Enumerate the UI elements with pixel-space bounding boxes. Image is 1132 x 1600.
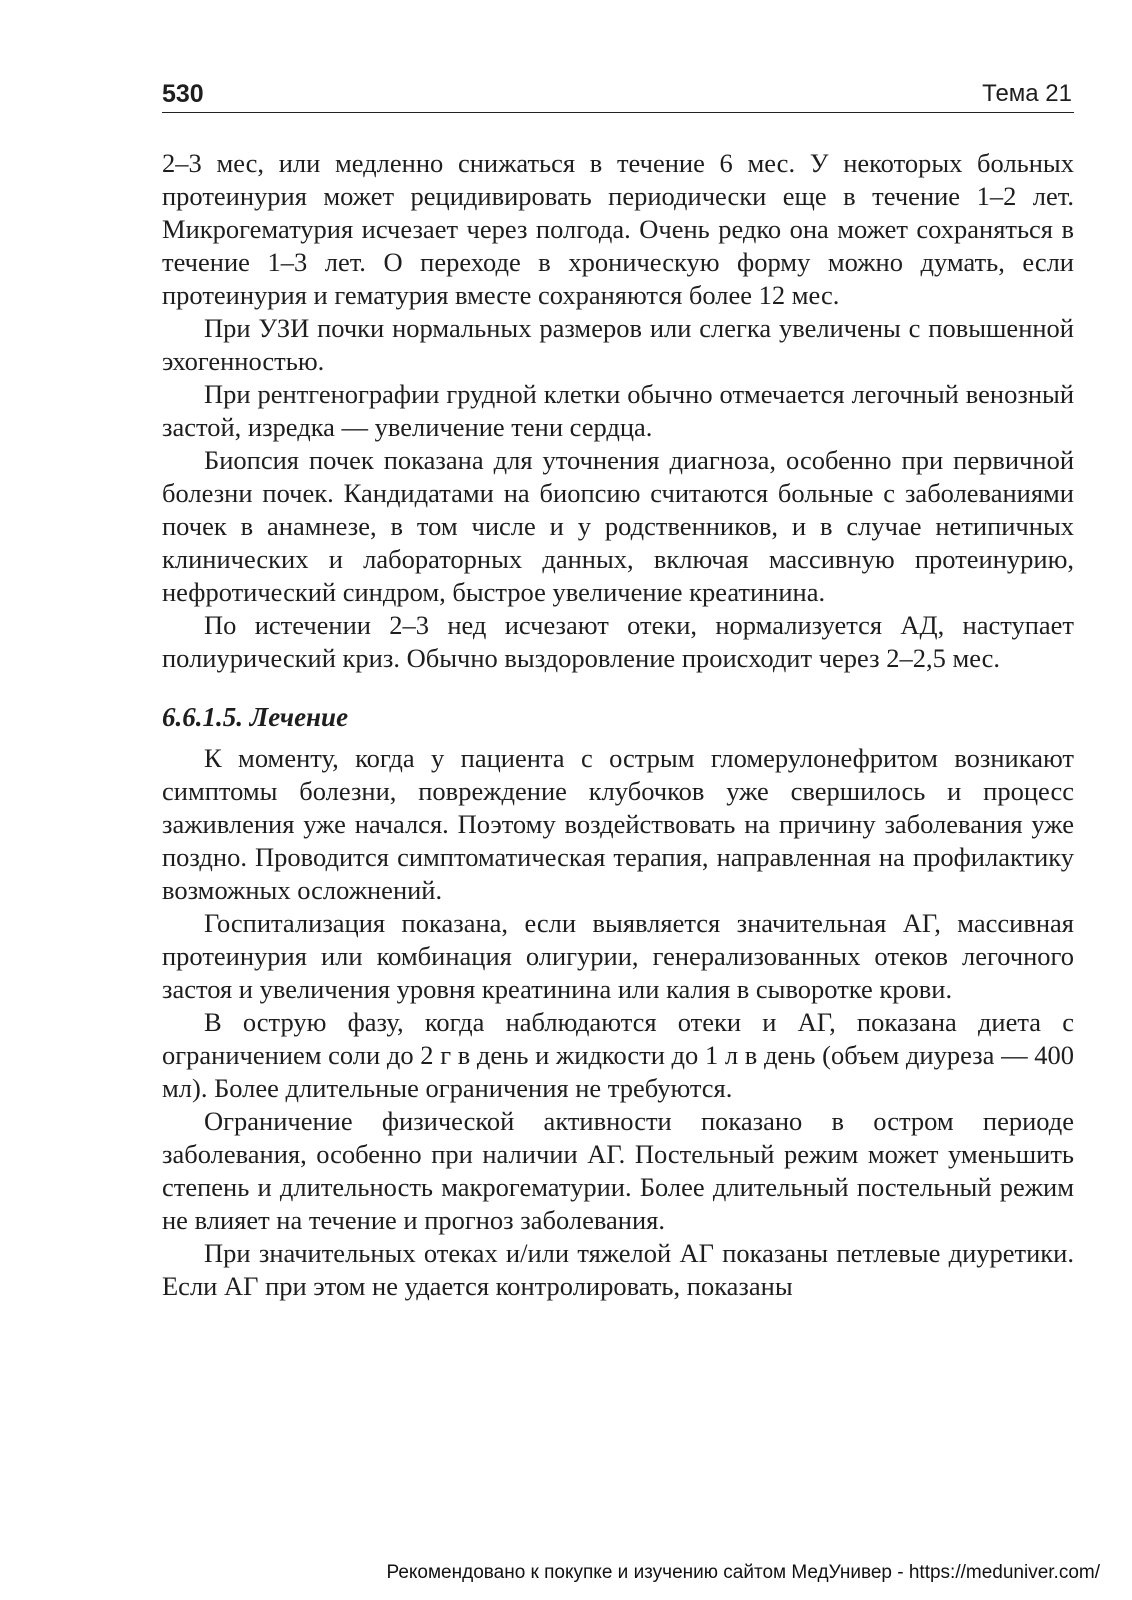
running-head: Тема 21 bbox=[982, 80, 1072, 107]
paragraph-xray: При рентгенографии грудной клетки обычно отмечается легочный венозный застой, изредка — увеличение тени сердца. bbox=[162, 379, 1074, 442]
page-body bbox=[162, 147, 1074, 1303]
paragraph-biopsy: Биопсия почек показана для уточнения диагноза, особенно при первичной болезни почек. Кандидатами на биопсию считаются больные с заболеваниями почек в анамнезе, в том числе и у родственников, и в случае нетипичных клинических и лабораторных данных, включая массивную протеинурию, нефротический синдром, быстрое увеличение креатинина. bbox=[162, 445, 1074, 607]
paragraph-diuretics: При значительных отеках и/или тяжелой АГ показаны петлевые диуретики. Если АГ при этом не удается контролировать, показаны bbox=[162, 1238, 1074, 1301]
paragraph-treatment-intro: К моменту, когда у пациента с острым гломерулонефритом возникают симптомы болезни, повреждение клубочков уже свершилось и процесс заживления уже начался. Поэтому воздействовать на причину заболевания уже поздно. Проводится симптоматическая терапия, направленная на профилактику возможных осложнений. bbox=[162, 743, 1074, 905]
paragraph-activity: Ограничение физической активности показано в остром периоде заболевания, особенно при наличии АГ. Постельный режим может уменьшить степень и длительность макрогематурии. Более длительный постельный режим не влияет на течение и прогноз заболевания. bbox=[162, 1106, 1074, 1235]
page-number: 530 bbox=[162, 80, 204, 108]
footer-recommendation: Рекомендовано к покупке и изучению сайтом МедУнивер - https://meduniver.com/ bbox=[386, 1562, 1100, 1583]
paragraph-hospitalization: Госпитализация показана, если выявляется значительная АГ, массивная протеинурия или комбинация олигурии, генерализованных отеков легочного застоя и увеличения уровня креатинина или калия в сыворотке крови. bbox=[162, 908, 1074, 1004]
paragraph-continued: 2–3 мес, или медленно снижаться в течение 6 мес. У некоторых больных протеинурия может рецидивировать периодически еще в течение 1–2 лет. Микрогематурия исчезает через полгода. Очень редко она может сохраняться в течение 1–3 лет. О переходе в хроническую форму можно думать, если протеинурия и гематурия вместе сохраняются более 12 мес. bbox=[162, 148, 1074, 310]
page-header bbox=[162, 78, 1074, 113]
paragraph-recovery: По истечении 2–3 нед исчезают отеки, нормализуется АД, наступает полиурический криз. Обычно выздоровление происходит через 2–2,5 мес. bbox=[162, 610, 1074, 673]
paragraph-ultrasound: При УЗИ почки нормальных размеров или слегка увеличены с повышенной эхогенностью. bbox=[162, 313, 1074, 376]
paragraph-diet: В острую фазу, когда наблюдаются отеки и АГ, показана диета с ограничением соли до 2 г в день и жидкости до 1 л в день (объем диуреза — 400 мл). Более длительные ограничения не требуются. bbox=[162, 1007, 1074, 1103]
section-heading: 6.6.1.5. Лечение bbox=[162, 702, 349, 732]
